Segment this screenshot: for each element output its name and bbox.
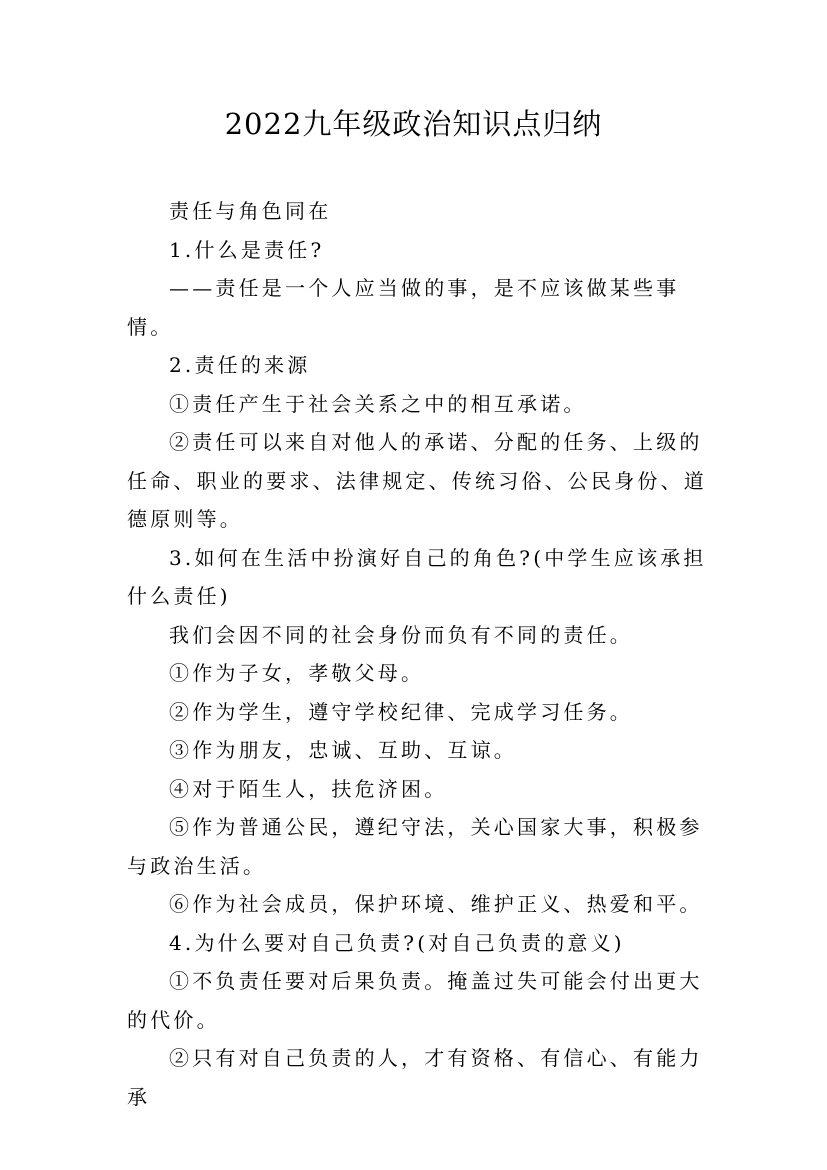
document-title: 2022九年级政治知识点归纳 — [224, 107, 603, 141]
paragraph-question-4: 4.为什么要对自己负责?(对自己负责的意义) — [169, 930, 625, 955]
paragraph-section-heading: 责任与角色同在 — [169, 199, 332, 223]
paragraph-answer-1: ——责任是一个人应当做的事，是不应该做某些事情。 — [127, 276, 680, 339]
paragraph-question-1: 1.什么是责任? — [169, 237, 325, 262]
paragraph-item: ②作为学生，遵守学校纪律、完成学习任务。 — [169, 699, 633, 724]
paragraph-item: ④对于陌生人，扶危济困。 — [169, 776, 448, 801]
paragraph-item: ②只有对自己负责的人，才有资格、有信心、有能力承 — [127, 1046, 703, 1109]
paragraph-item: ①作为子女，孝敬父母。 — [169, 661, 425, 685]
paragraph-answer-3: 我们会因不同的社会身份而负有不同的责任。 — [169, 622, 633, 647]
paragraph-item: ⑥作为社会成员，保护环境、维护正义、热爱和平。 — [169, 892, 703, 916]
paragraph-item: ③作为朋友，忠诚、互助、互谅。 — [169, 738, 517, 762]
paragraph-question-3: 3.如何在生活中扮演好自己的角色?(中学生应该承担什么责任) — [127, 545, 707, 608]
paragraph-item: ①不负责任要对后果负责。掩盖过失可能会付出更大的代价。 — [127, 969, 703, 1032]
paragraph-item: ②责任可以来自对他人的承诺、分配的任务、上级的任命、职业的要求、法律规定、传统习俗、公民身份、道德原则等。 — [127, 430, 707, 531]
paragraph-item: ①责任产生于社会关系之中的相互承诺。 — [169, 391, 587, 416]
document-body — [127, 192, 711, 1116]
paragraph-item: ⑤作为普通公民，遵纪守法，关心国家大事，积极参与政治生活。 — [127, 815, 703, 878]
paragraph-question-2: 2.责任的来源 — [169, 353, 311, 377]
